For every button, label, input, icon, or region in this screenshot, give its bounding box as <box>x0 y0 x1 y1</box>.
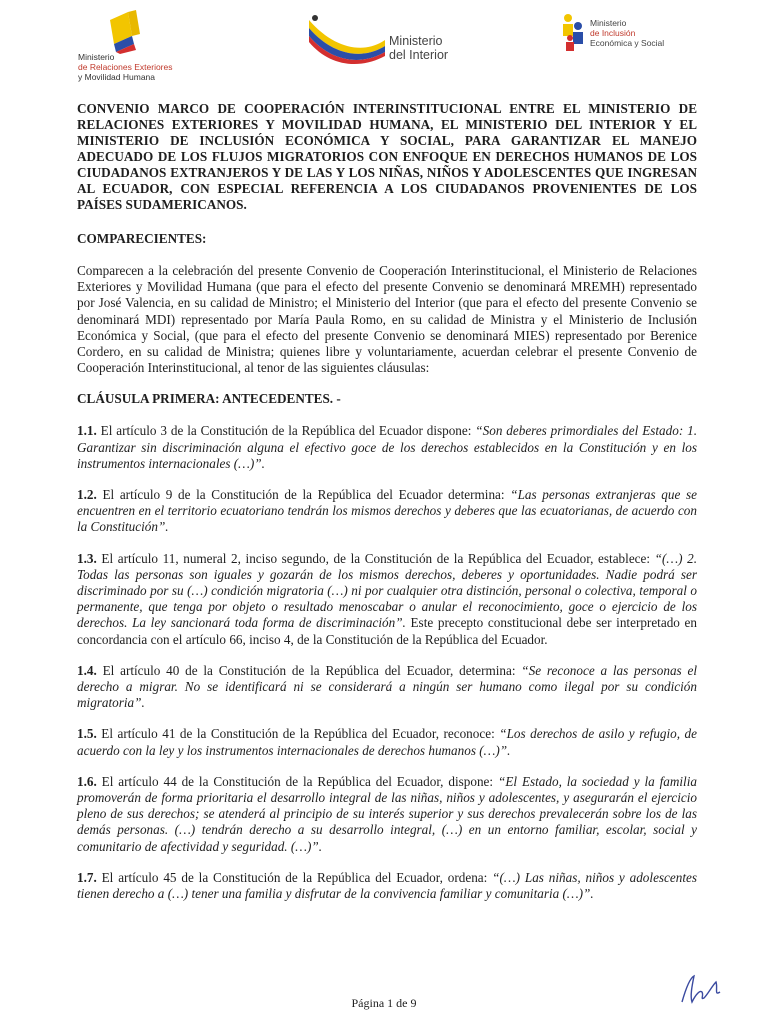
header <box>0 0 768 90</box>
item-quote: “Son deberes primordiales del Estado: 1. Garantizar sin discriminación alguna el efectivo goce de los derechos establecidos en la Constitución y en los instrumentos internacionales (…)”. <box>77 423 697 471</box>
item-quote: “Las personas extranjeras que se encuentren en el territorio ecuatoriano tendrán los mismos derechos y deberes que las ecuatorianas, de acuerdo con la Constitución”. <box>77 487 697 535</box>
item-after: Este precepto constitucional debe ser interpretado en concordancia con el artículo 66, inciso 4, de la Constitución de la República del Ecuador. <box>77 615 697 647</box>
logo-ministerio-relaciones-exteriores <box>70 8 210 82</box>
item-number: 1.4. <box>77 662 97 678</box>
logo2-line2: del Interior <box>389 48 449 62</box>
item-text: El artículo 45 de la Constitución de la República del Ecuador, ordena: <box>96 869 493 885</box>
item-text: El artículo 44 de la Constitución de la República del Ecuador, dispone: <box>96 773 498 789</box>
antecedent-1-6 <box>77 774 697 855</box>
item-quote: “(…) Las niñas, niños y adolescentes tienen derecho a (…) tener una familia y disfrutar de la convivencia familiar y comunitaria (…)”. <box>77 869 698 902</box>
ecuador-flag-logo-icon <box>70 8 210 54</box>
item-number: 1.1. <box>77 423 97 439</box>
logo3-line3: Económica y Social <box>590 38 665 48</box>
logo-ministerio-interior <box>305 10 465 70</box>
item-number: 1.5. <box>77 726 97 742</box>
item-number: 1.7. <box>77 869 97 885</box>
item-text: El artículo 11, numeral 2, inciso segundo, de la Constitución de la República del Ecuador, establece: <box>96 550 655 566</box>
item-quote: “Se reconoce a las personas el derecho a migrar. No se identificará ni se considerará a ningún ser humano como ilegal por su condición migratoria”. <box>77 662 697 711</box>
antecedent-1-3 <box>77 551 697 648</box>
item-number: 1.2. <box>77 487 97 503</box>
clause-heading: CLÁUSULA PRIMERA: ANTECEDENTES. - <box>77 391 341 407</box>
antecedent-1-5 <box>77 726 697 758</box>
item-number: 1.6. <box>77 773 97 789</box>
comparecientes-heading: COMPARECIENTES: <box>77 231 207 246</box>
antecedent-1-2 <box>77 487 697 536</box>
document-body <box>77 101 697 917</box>
item-quote: “(…) 2. Todas las personas son iguales y gozarán de los mismos derechos, deberes y oportunidades. Nadie podrá ser discriminado por su (…) condición migratoria (…) ni por cualquier otra distinción, personal o colectiva, temporal o permanente, que tenga por objeto o resultado menoscabar o anular el reconocimiento, goce o ejercicio de los derechos. La ley sancionará toda forma de discriminación”. <box>77 550 698 631</box>
item-quote: “El Estado, la sociedad y la familia promoverán de forma prioritaria el desarrollo integral de las niñas, niños y adolescentes, y asegurarán el ejercicio pleno de sus derechos; se atenderá al principio de su interés superior y sus derechos prevalecerán sobre los de las demás personas. (…) tendrán derecho a su desarrollo integral, (…) en un entorno familiar, escolar, social y comunitario de afectividad y seguridad. (…)”. <box>77 773 697 854</box>
antecedent-1-1 <box>77 423 697 472</box>
comparecientes-paragraph: Comparecen a la celebración del presente Convenio de Cooperación Interinstitucional, el Ministerio de Relaciones Exteriores y Movilidad Humana (que para el efecto del presente Convenio se denominará MREMH) representado por José Valencia, en su calidad de Ministro; el Ministerio del Interior (que para el efecto del presente Convenio se denominará MDI) representado por María Paula Romo, en su calidad de Ministra y el Ministerio de Inclusión Económica y Social, (que para el efecto del presente Convenio se denominará MIES) representado por Berenice Cordero, en su calidad de Ministra; quienes libre y voluntariamente, acuerdan celebrar el presente Convenio de Cooperación Interinstitucional, al tenor de las siguientes cláusulas: <box>77 263 697 376</box>
logo1-line1: Ministerio <box>78 52 115 62</box>
document-title: CONVENIO MARCO DE COOPERACIÓN INTERINSTITUCIONAL ENTRE EL MINISTERIO DE RELACIONES EXTERIORES Y MOVILIDAD HUMANA, EL MINISTERIO DEL INTERIOR Y EL MINISTERIO DE INCLUSIÓN ECONÓMICA Y SOCIAL, PARA GARANTIZAR EL MANEJO ADECUADO DE LOS FLUJOS MIGRATORIOS CON ENFOQUE EN DERECHOS HUMANOS DE LOS CIUDADANOS EXTRANJEROS Y DE LAS Y LOS NIÑAS, NIÑOS Y ADOLESCENTES QUE INGRESAN AL ECUADOR, CON ESPECIAL REFERENCIA A LOS CIUDADANOS PROVENIENTES DE LOS PAÍSES SUDAMERICANOS. <box>77 101 697 212</box>
item-text: El artículo 40 de la Constitución de la República del Ecuador, determina: <box>96 662 522 678</box>
logo3-line2: de Inclusión <box>590 28 636 38</box>
logo1-line2: de Relaciones Exteriores <box>78 62 173 72</box>
item-text: El artículo 41 de la Constitución de la República del Ecuador, reconoce: <box>96 726 500 742</box>
item-quote: “Los derechos de asilo y refugio, de acuerdo con la ley y los instrumentos internacionales de derechos humanos (…)”. <box>77 726 697 758</box>
item-text: El artículo 9 de la Constitución de la República del Ecuador determina: <box>96 487 511 503</box>
logo-ministerio-inclusion <box>560 12 690 62</box>
people-logo-icon <box>560 12 588 52</box>
logo2-line1: Ministerio <box>389 34 443 48</box>
logo1-line3: y Movilidad Humana <box>78 72 156 82</box>
antecedent-1-4 <box>77 663 697 712</box>
item-text: El artículo 3 de la Constitución de la República del Ecuador dispone: <box>96 423 476 439</box>
antecedent-1-7 <box>77 870 697 902</box>
logo3-line1: Ministerio <box>590 18 627 28</box>
page-number: Página 1 de 9 <box>351 996 417 1010</box>
item-number: 1.3. <box>77 550 97 566</box>
ecuador-wave-logo-icon <box>305 10 389 70</box>
